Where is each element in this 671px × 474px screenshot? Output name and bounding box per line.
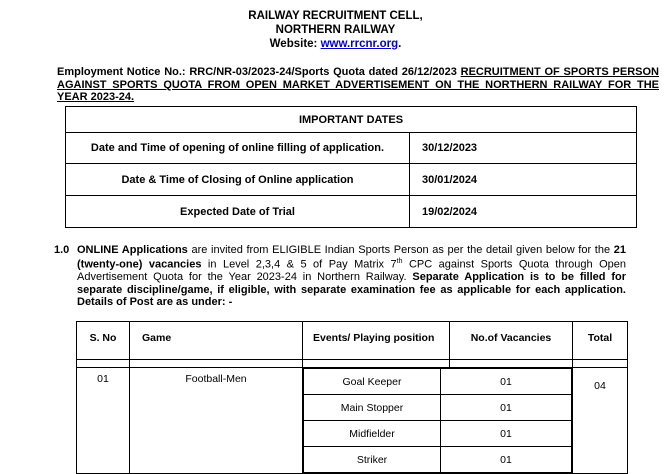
table-row <box>66 133 637 164</box>
row-game: Football-Men <box>130 368 303 474</box>
event-row <box>304 421 572 447</box>
event-vacancies: 01 <box>441 447 572 473</box>
col-sno: S. No <box>77 322 130 360</box>
event-position: Goal Keeper <box>304 369 441 395</box>
col-game: Game <box>130 322 303 360</box>
section-text: ONLINE Applications are invited from ELIGIBLE Indian Sports Person as per the detail given below for the 21 (twenty-one) vacancies in Level 2,3,4 & 5 of Pay Matrix 7th CPC against Sports Quota through Open Advertisement Quota for the Year 2023-24 in Northern Railway. Separate Application is to be filled for separate discipline/game, if eligible, with separate examination fee as applicable for each application. Details of Post are as under: - <box>77 244 626 309</box>
header-line-1: RAILWAY RECRUITMENT CELL, <box>248 10 423 22</box>
event-position: Main Stopper <box>304 395 441 421</box>
col-events: Events/ Playing position <box>303 322 450 360</box>
row-total: 04 <box>573 368 628 474</box>
event-row <box>304 369 572 395</box>
header-line-2: NORTHERN RAILWAY <box>275 24 396 36</box>
date-value: 30/01/2024 <box>410 164 637 196</box>
col-vacancies: No.of Vacancies <box>450 322 573 360</box>
posts-table <box>76 321 628 474</box>
events-cell <box>303 368 573 474</box>
event-position: Midfielder <box>304 421 441 447</box>
date-label: Expected Date of Trial <box>66 196 410 228</box>
date-value: 30/12/2023 <box>410 133 637 164</box>
important-dates-heading: IMPORTANT DATES <box>66 107 637 133</box>
website-label: Website: <box>269 38 321 50</box>
event-row <box>304 395 572 421</box>
table-row <box>66 196 637 228</box>
date-label: Date and Time of opening of online filling of application. <box>66 133 410 164</box>
event-vacancies: 01 <box>441 421 572 447</box>
date-label: Date & Time of Closing of Online application <box>66 164 410 196</box>
col-total: Total <box>573 322 628 360</box>
event-position: Striker <box>304 447 441 473</box>
table-row <box>66 164 637 196</box>
event-row <box>304 447 572 473</box>
header-website: Website: www.rrcnr.org. <box>269 38 402 50</box>
table-header-row <box>77 322 628 360</box>
event-vacancies: 01 <box>441 395 572 421</box>
employment-notice <box>57 66 659 104</box>
event-vacancies: 01 <box>441 369 572 395</box>
website-link[interactable]: www.rrcnr.org <box>320 38 399 50</box>
section-number: 1.0 <box>54 244 70 256</box>
table-row <box>77 368 628 474</box>
row-sno: 01 <box>77 368 130 474</box>
notice-title: RECRUITMENT OF SPORTS PERSON AGAINST SPORTS QUOTA FROM OPEN MARKET ADVERTISEMENT ON THE NORTHERN RAILWAY FOR THE YEAR 2023-24. <box>57 66 659 103</box>
important-dates-table <box>65 106 637 228</box>
notice-number: Employment Notice No.: RRC/NR-03/2023-24/Sports Quota dated 26/12/2023 <box>57 66 461 78</box>
date-value: 19/02/2024 <box>410 196 637 228</box>
